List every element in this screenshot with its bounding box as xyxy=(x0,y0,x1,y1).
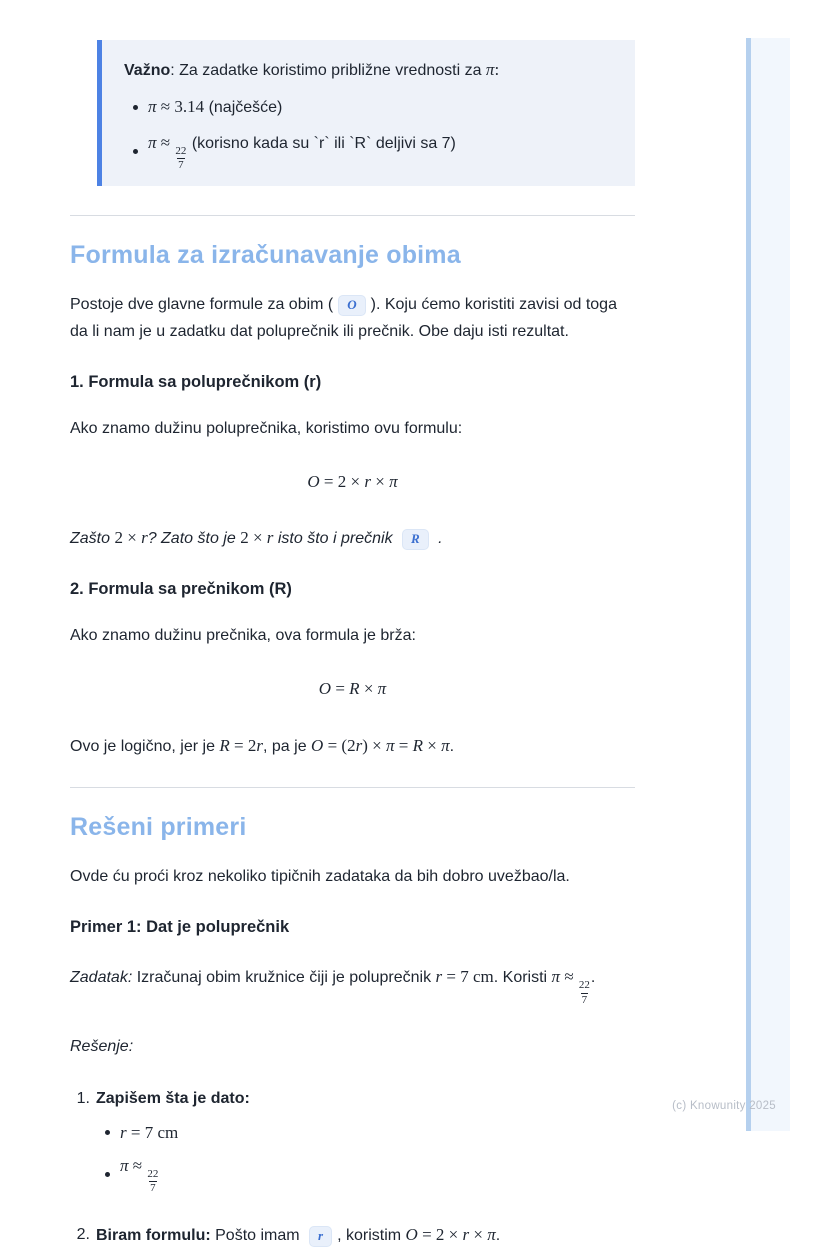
task-paragraph xyxy=(70,963,635,1006)
paragraph-text: . Koristi xyxy=(493,969,552,987)
paragraph-text: . xyxy=(449,738,455,756)
math-pi-frac: π ≈ $\frac{22}{7}$ xyxy=(551,967,590,1006)
code-badge-R: R xyxy=(402,529,429,550)
pi-approx-314: π ≈ 3.14 xyxy=(148,97,205,116)
math-2r: 2 × r xyxy=(114,528,148,548)
step-number: 1. xyxy=(76,1089,90,1107)
step-2 xyxy=(70,1221,635,1249)
sub-heading-diameter-formula: 2. Formula sa prečnikom (R) xyxy=(70,580,292,599)
list-item xyxy=(124,131,615,172)
callout-intro-bold: Važno xyxy=(124,62,171,79)
paragraph-text: Pošto imam xyxy=(210,1227,305,1245)
diameter-formula-lead: Ako znamo dužinu prečnika, ova formula je brža: xyxy=(70,627,416,645)
paragraph-text: . xyxy=(433,530,443,548)
step-1 xyxy=(70,1085,635,1195)
solution-label: Rešenje: xyxy=(70,1037,134,1055)
section-divider xyxy=(70,215,635,216)
math-r-7cm: r = 7 cm xyxy=(435,967,494,987)
section-heading-formula: Formula za izračunavanje obima xyxy=(70,241,461,270)
examples-intro: Ovde ću proći kroz nekoliko tipičnih zadataka da bih dobro uvežbao/la. xyxy=(70,868,570,886)
paragraph-text: ? Zato što je xyxy=(147,530,241,548)
math-r-7cm: r = 7 cm xyxy=(120,1122,179,1142)
radius-formula-lead: Ako znamo dužinu poluprečnika, koristimo ovu formulu: xyxy=(70,420,463,438)
section-divider xyxy=(70,787,635,788)
step-title: Zapišem šta je dato: xyxy=(96,1089,250,1107)
document-body xyxy=(70,0,635,1249)
list-item xyxy=(124,95,615,120)
math-pi-frac: π ≈ $\frac{22}{7}$ xyxy=(120,1155,159,1195)
step-title: Biram formulu: xyxy=(96,1227,211,1245)
pi-approx-frac: π ≈ $\frac{22}{7}$ xyxy=(148,133,187,172)
formula-intro-paragraph xyxy=(70,291,635,345)
paragraph-text: Ovo je logično, jer je xyxy=(70,738,220,756)
math-2r: 2 × r xyxy=(240,528,274,548)
bullet-icon xyxy=(133,149,138,154)
callout-intro-math: π: xyxy=(485,60,500,79)
logic-paragraph xyxy=(70,732,635,760)
why-paragraph xyxy=(70,524,635,552)
bullet-icon xyxy=(105,1172,110,1177)
code-badge-O: O xyxy=(338,295,365,316)
callout-list xyxy=(124,95,615,172)
paragraph-text: , koristim xyxy=(337,1227,406,1245)
paragraph-text: . xyxy=(495,1227,501,1245)
important-callout xyxy=(97,40,635,186)
page-edge-panel xyxy=(751,38,790,1131)
code-badge-r: r xyxy=(309,1226,332,1247)
solution-steps xyxy=(70,1085,635,1249)
bullet-icon xyxy=(105,1130,110,1135)
paragraph-text: Zašto xyxy=(70,530,115,548)
paragraph-text: ). Koju ćemo koristiti zavisi od toga da li nam je u zadatku dat poluprečnik ili prečnik. Obe daju isti rezultat. xyxy=(70,296,617,341)
list-item-text: (najčešće) xyxy=(204,99,283,116)
formula-circumference-diameter: O = R × π xyxy=(318,679,387,699)
sub-heading-radius-formula: 1. Formula sa poluprečnikom (r) xyxy=(70,373,322,392)
task-label: Zadatak: xyxy=(70,969,133,987)
paragraph-text: Postoje dve glavne formule za obim ( xyxy=(70,296,334,314)
example1-heading: Primer 1: Dat je poluprečnik xyxy=(70,918,290,937)
math-O-expansion: O = (2r) × π = R × π xyxy=(311,736,450,756)
callout-intro-text: : Za zadatke koristimo približne vrednosti za xyxy=(170,62,486,79)
paragraph-text: . xyxy=(590,969,596,987)
list-item xyxy=(96,1154,635,1195)
callout-intro xyxy=(124,57,615,84)
math-R-equals-2r: R = 2r xyxy=(219,736,264,756)
formula-circumference-radius: O = 2 × r × π xyxy=(307,472,398,492)
list-item-text: (korisno kada su `r` ili `R` deljivi sa 7) xyxy=(187,135,456,152)
list-item xyxy=(96,1121,635,1145)
section-heading-examples: Rešeni primeri xyxy=(70,813,247,842)
page-edge-line xyxy=(746,38,751,1131)
paragraph-text: , pa je xyxy=(263,738,312,756)
paragraph-text: isto što i prečnik xyxy=(273,530,398,548)
copyright-credit: (c) Knowunity 2025 xyxy=(672,1100,776,1112)
step-number: 2. xyxy=(76,1226,90,1244)
math-formula-step2: O = 2 × r × π xyxy=(405,1225,496,1245)
paragraph-text: Izračunaj obim kružnice čiji je poluprečnik xyxy=(132,969,436,987)
given-data-list xyxy=(96,1121,635,1195)
bullet-icon xyxy=(133,105,138,110)
